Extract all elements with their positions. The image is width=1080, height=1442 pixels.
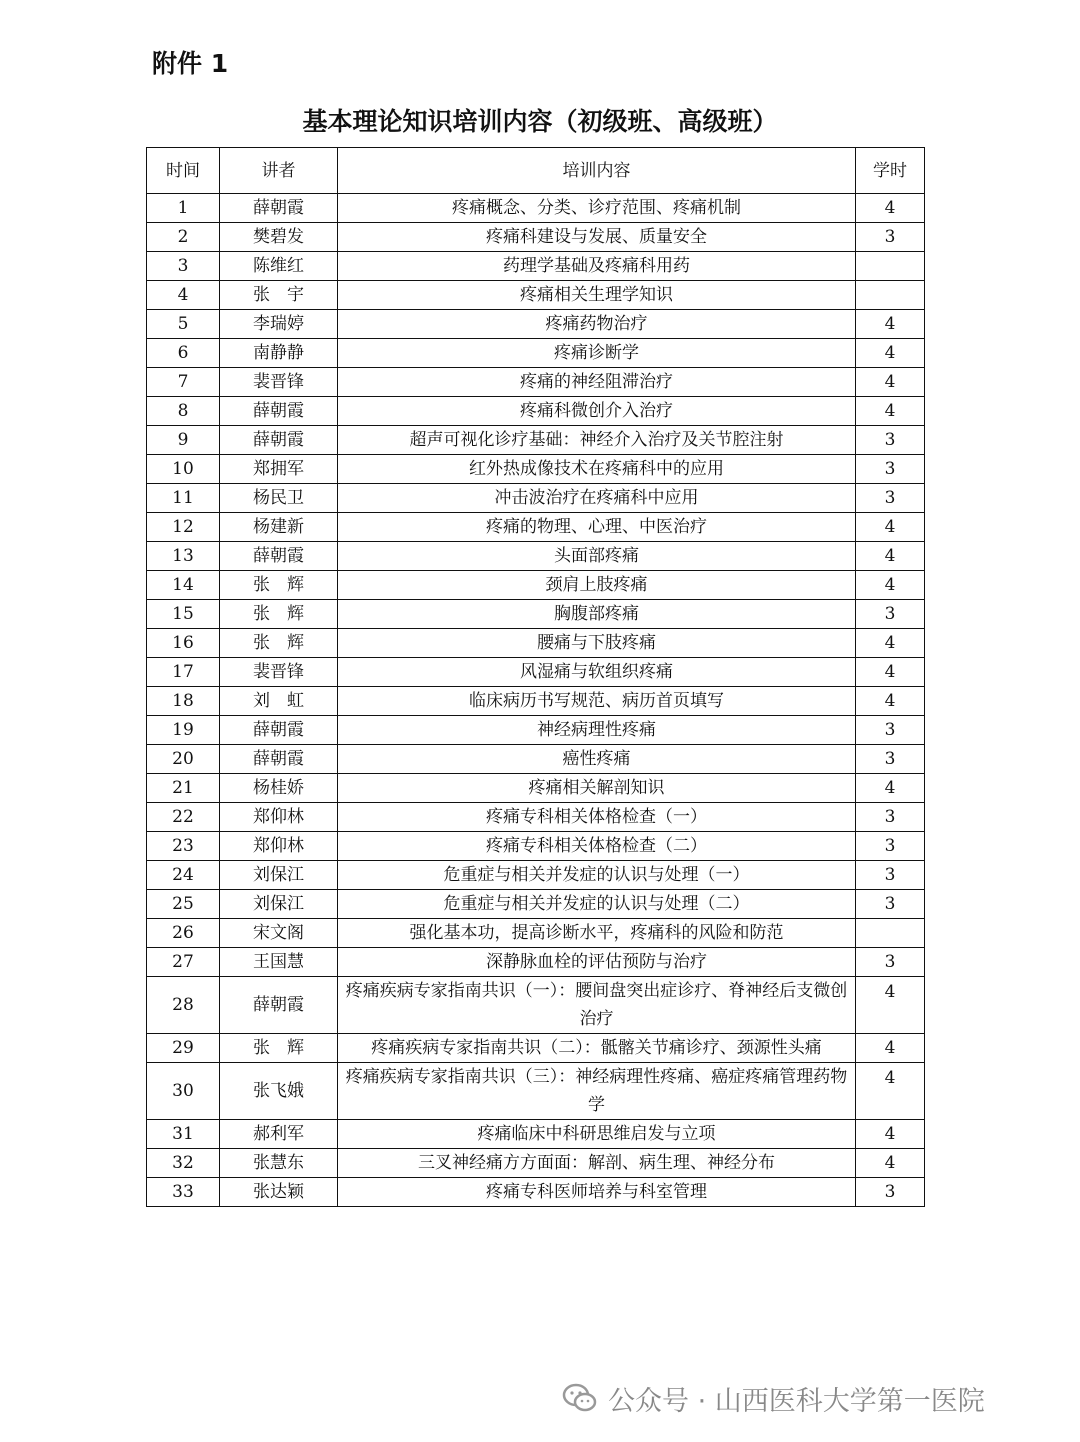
row-speaker: 郝利军 (220, 1120, 338, 1149)
training-table (146, 147, 925, 1207)
table-row (147, 745, 925, 774)
row-hours: 4 (856, 397, 925, 426)
row-number: 33 (147, 1178, 220, 1207)
table-row (147, 339, 925, 368)
table-row (147, 774, 925, 803)
row-speaker: 刘 虹 (220, 687, 338, 716)
row-content: 危重症与相关并发症的认识与处理（二） (338, 890, 856, 919)
header-time: 时间 (147, 148, 220, 194)
row-speaker: 李瑞婷 (220, 310, 338, 339)
row-content: 三叉神经痛方方面面：解剖、病生理、神经分布 (338, 1149, 856, 1178)
row-hours: 3 (856, 426, 925, 455)
row-content: 疼痛相关解剖知识 (338, 774, 856, 803)
row-speaker: 樊碧发 (220, 223, 338, 252)
row-content: 癌性疼痛 (338, 745, 856, 774)
row-content: 疼痛的神经阻滞治疗 (338, 368, 856, 397)
row-hours: 4 (856, 1149, 925, 1178)
row-number: 17 (147, 658, 220, 687)
table-row (147, 194, 925, 223)
row-number: 13 (147, 542, 220, 571)
header-content: 培训内容 (338, 148, 856, 194)
row-speaker: 郑拥军 (220, 455, 338, 484)
row-content: 疼痛疾病专家指南共识（三）：神经病理性疼痛、癌症疼痛管理药物学 (338, 1063, 856, 1120)
row-speaker: 杨建新 (220, 513, 338, 542)
table-row (147, 948, 925, 977)
row-number: 18 (147, 687, 220, 716)
row-hours: 3 (856, 1178, 925, 1207)
table-row (147, 455, 925, 484)
row-speaker: 薛朝霞 (220, 194, 338, 223)
row-content: 疼痛科微创介入治疗 (338, 397, 856, 426)
table-row (147, 861, 925, 890)
row-number: 29 (147, 1034, 220, 1063)
row-speaker: 张 辉 (220, 600, 338, 629)
wechat-icon (560, 1378, 600, 1418)
row-hours: 4 (856, 687, 925, 716)
row-content: 疼痛专科医师培养与科室管理 (338, 1178, 856, 1207)
table-row (147, 1178, 925, 1207)
row-number: 19 (147, 716, 220, 745)
table-row (147, 687, 925, 716)
row-content: 危重症与相关并发症的认识与处理（一） (338, 861, 856, 890)
row-content: 疼痛科建设与发展、质量安全 (338, 223, 856, 252)
table-row (147, 919, 925, 948)
row-speaker: 张慧东 (220, 1149, 338, 1178)
row-speaker: 刘保江 (220, 861, 338, 890)
row-speaker: 杨民卫 (220, 484, 338, 513)
row-hours (856, 919, 925, 948)
row-hours: 4 (856, 542, 925, 571)
row-hours: 4 (856, 368, 925, 397)
table-row (147, 890, 925, 919)
table-row (147, 1120, 925, 1149)
table-row (147, 310, 925, 339)
row-hours: 4 (856, 774, 925, 803)
row-speaker: 刘保江 (220, 890, 338, 919)
table-row (147, 977, 925, 1034)
row-content: 胸腹部疼痛 (338, 600, 856, 629)
row-content: 腰痛与下肢疼痛 (338, 629, 856, 658)
row-number: 21 (147, 774, 220, 803)
row-speaker: 杨桂娇 (220, 774, 338, 803)
row-number: 3 (147, 252, 220, 281)
row-content: 超声可视化诊疗基础：神经介入治疗及关节腔注射 (338, 426, 856, 455)
header-hours: 学时 (856, 148, 925, 194)
row-speaker: 裴晋锋 (220, 658, 338, 687)
row-number: 14 (147, 571, 220, 600)
row-hours: 3 (856, 716, 925, 745)
table-row (147, 513, 925, 542)
row-hours: 4 (856, 977, 925, 1034)
table-body (147, 194, 925, 1207)
row-number: 6 (147, 339, 220, 368)
row-hours: 3 (856, 455, 925, 484)
row-content: 临床病历书写规范、病历首页填写 (338, 687, 856, 716)
row-content: 疼痛专科相关体格检查（一） (338, 803, 856, 832)
table-row (147, 571, 925, 600)
attachment-label: 附件 1 (152, 49, 229, 78)
row-speaker: 张飞娥 (220, 1063, 338, 1120)
row-content: 疼痛概念、分类、诊疗范围、疼痛机制 (338, 194, 856, 223)
row-hours: 3 (856, 745, 925, 774)
row-hours: 4 (856, 629, 925, 658)
table-header-row (147, 148, 925, 194)
row-number: 15 (147, 600, 220, 629)
row-content: 疼痛专科相关体格检查（二） (338, 832, 856, 861)
table-row (147, 803, 925, 832)
row-content: 风湿痛与软组织疼痛 (338, 658, 856, 687)
row-number: 7 (147, 368, 220, 397)
row-number: 32 (147, 1149, 220, 1178)
row-number: 16 (147, 629, 220, 658)
page-title: 基本理论知识培训内容（初级班、高级班） (302, 107, 778, 136)
table-row (147, 397, 925, 426)
row-speaker: 张 辉 (220, 629, 338, 658)
row-content: 疼痛疾病专家指南共识（二）：骶髂关节痛诊疗、颈源性头痛 (338, 1034, 856, 1063)
row-speaker: 郑仰林 (220, 803, 338, 832)
table-row (147, 542, 925, 571)
row-speaker: 宋文阁 (220, 919, 338, 948)
row-content: 疼痛临床中科研思维启发与立项 (338, 1120, 856, 1149)
row-number: 2 (147, 223, 220, 252)
footer-text: 公众号 · 山西医科大学第一医院 (608, 1385, 985, 1417)
row-speaker: 薛朝霞 (220, 977, 338, 1034)
table-row (147, 629, 925, 658)
row-speaker: 张 宇 (220, 281, 338, 310)
row-number: 27 (147, 948, 220, 977)
table-row (147, 281, 925, 310)
row-speaker: 陈维红 (220, 252, 338, 281)
table-row (147, 600, 925, 629)
row-speaker: 王国慧 (220, 948, 338, 977)
row-hours: 4 (856, 194, 925, 223)
row-speaker: 南静静 (220, 339, 338, 368)
row-hours: 4 (856, 310, 925, 339)
table-row (147, 223, 925, 252)
table-row (147, 426, 925, 455)
row-content: 疼痛相关生理学知识 (338, 281, 856, 310)
row-hours: 3 (856, 600, 925, 629)
row-number: 26 (147, 919, 220, 948)
table-row (147, 484, 925, 513)
row-number: 31 (147, 1120, 220, 1149)
row-speaker: 张 辉 (220, 571, 338, 600)
row-speaker: 张达颖 (220, 1178, 338, 1207)
row-number: 25 (147, 890, 220, 919)
row-number: 30 (147, 1063, 220, 1120)
row-hours: 4 (856, 1034, 925, 1063)
row-number: 4 (147, 281, 220, 310)
table-row (147, 1063, 925, 1120)
row-number: 24 (147, 861, 220, 890)
row-content: 疼痛诊断学 (338, 339, 856, 368)
row-content: 疼痛疾病专家指南共识（一）：腰间盘突出症诊疗、脊神经后支微创治疗 (338, 977, 856, 1034)
row-content: 强化基本功，提高诊断水平，疼痛科的风险和防范 (338, 919, 856, 948)
row-hours: 3 (856, 803, 925, 832)
row-number: 11 (147, 484, 220, 513)
wechat-footer (560, 1378, 985, 1418)
row-content: 红外热成像技术在疼痛科中的应用 (338, 455, 856, 484)
row-number: 8 (147, 397, 220, 426)
row-hours: 4 (856, 1120, 925, 1149)
row-number: 1 (147, 194, 220, 223)
table-row (147, 716, 925, 745)
table-row (147, 252, 925, 281)
table-row (147, 1034, 925, 1063)
row-hours: 3 (856, 861, 925, 890)
table-row (147, 832, 925, 861)
row-hours: 3 (856, 890, 925, 919)
row-hours: 3 (856, 948, 925, 977)
row-speaker: 薛朝霞 (220, 745, 338, 774)
row-number: 22 (147, 803, 220, 832)
row-hours: 3 (856, 223, 925, 252)
row-speaker: 薛朝霞 (220, 542, 338, 571)
row-number: 9 (147, 426, 220, 455)
row-content: 头面部疼痛 (338, 542, 856, 571)
row-hours (856, 281, 925, 310)
row-speaker: 郑仰林 (220, 832, 338, 861)
row-speaker: 裴晋锋 (220, 368, 338, 397)
table-row (147, 368, 925, 397)
row-content: 药理学基础及疼痛科用药 (338, 252, 856, 281)
row-speaker: 张 辉 (220, 1034, 338, 1063)
row-hours (856, 252, 925, 281)
row-speaker: 薛朝霞 (220, 426, 338, 455)
row-hours: 4 (856, 571, 925, 600)
table-row (147, 658, 925, 687)
row-content: 冲击波治疗在疼痛科中应用 (338, 484, 856, 513)
row-content: 神经病理性疼痛 (338, 716, 856, 745)
row-hours: 4 (856, 339, 925, 368)
row-number: 23 (147, 832, 220, 861)
row-number: 12 (147, 513, 220, 542)
row-number: 28 (147, 977, 220, 1034)
row-hours: 3 (856, 832, 925, 861)
row-number: 10 (147, 455, 220, 484)
row-number: 20 (147, 745, 220, 774)
row-content: 疼痛药物治疗 (338, 310, 856, 339)
row-hours: 4 (856, 658, 925, 687)
header-speaker: 讲者 (220, 148, 338, 194)
table-row (147, 1149, 925, 1178)
row-number: 5 (147, 310, 220, 339)
row-content: 颈肩上肢疼痛 (338, 571, 856, 600)
row-speaker: 薛朝霞 (220, 716, 338, 745)
row-content: 疼痛的物理、心理、中医治疗 (338, 513, 856, 542)
row-hours: 3 (856, 484, 925, 513)
row-hours: 4 (856, 1063, 925, 1120)
row-content: 深静脉血栓的评估预防与治疗 (338, 948, 856, 977)
row-speaker: 薛朝霞 (220, 397, 338, 426)
row-hours: 4 (856, 513, 925, 542)
